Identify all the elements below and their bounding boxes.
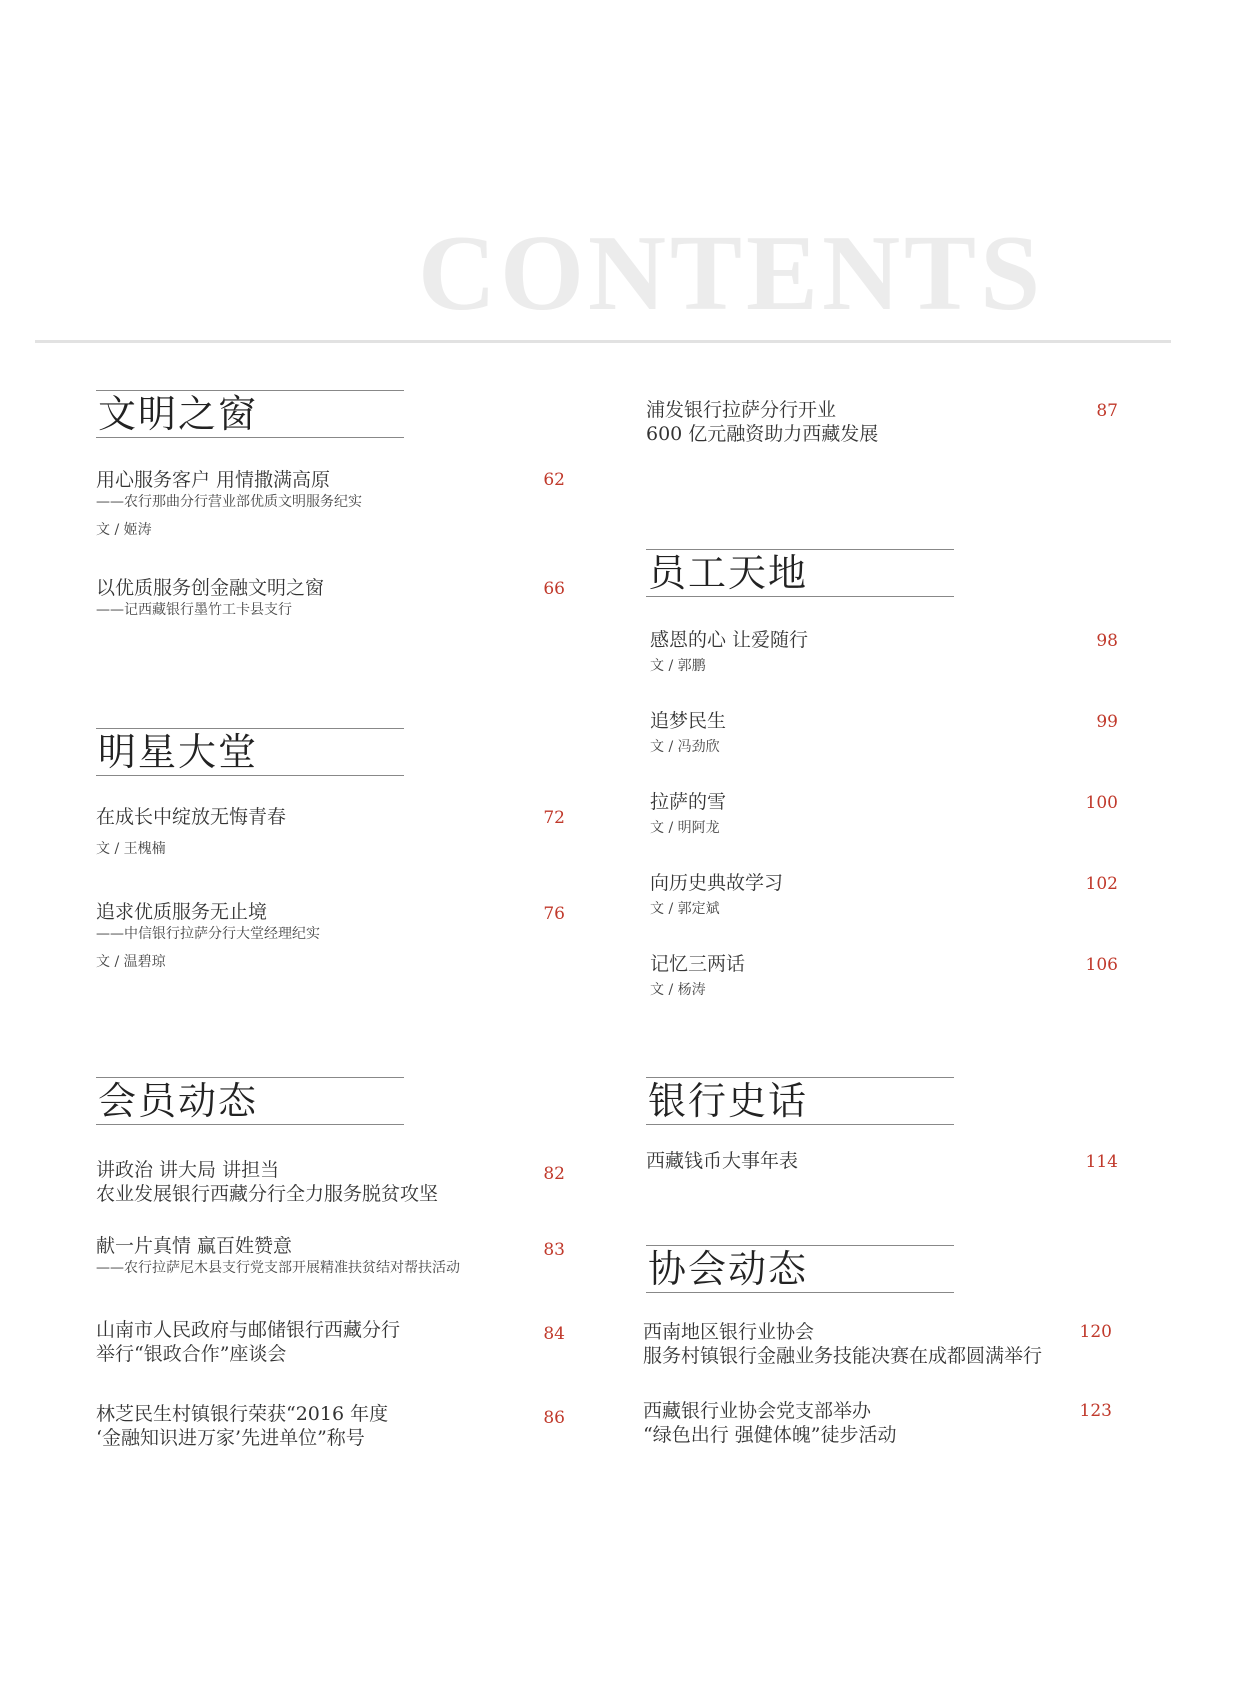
- entry-title: 西南地区银行业协会: [643, 1321, 815, 1343]
- entry-title-line2: 举行“银政合作”座谈会: [96, 1343, 287, 1365]
- toc-entry[interactable]: [650, 871, 783, 919]
- toc-entry[interactable]: [96, 468, 362, 540]
- page-number[interactable]: 100: [1085, 793, 1118, 813]
- entry-author: 文 / 郭鹏: [650, 658, 706, 674]
- entry-title-line2: 600 亿元融资助力西藏发展: [646, 423, 879, 445]
- page-number[interactable]: 99: [1096, 712, 1118, 732]
- section-title-wenming: 文明之窗: [96, 390, 404, 438]
- section-title-huiyuan: 会员动态: [96, 1077, 404, 1125]
- entry-subtitle: ——农行拉萨尼木县支行党支部开展精准扶贫结对帮扶活动: [96, 1260, 460, 1276]
- toc-entry[interactable]: [643, 1399, 896, 1447]
- toc-entry[interactable]: [96, 1158, 438, 1206]
- page-number[interactable]: 82: [543, 1164, 565, 1184]
- page-number[interactable]: 76: [543, 904, 565, 924]
- toc-entry[interactable]: [646, 398, 878, 446]
- toc-entry[interactable]: [96, 1234, 460, 1278]
- toc-entry[interactable]: [643, 1320, 1042, 1368]
- entry-author: 文 / 郭定斌: [650, 901, 720, 917]
- entry-title: 西藏银行业协会党支部举办: [643, 1400, 872, 1422]
- toc-entry[interactable]: [96, 805, 286, 859]
- section-title-mingxing: 明星大堂: [96, 728, 404, 776]
- page-number[interactable]: 123: [1079, 1401, 1112, 1421]
- entry-subtitle: ——农行那曲分行营业部优质文明服务纪实: [96, 494, 362, 510]
- page-number[interactable]: 114: [1085, 1152, 1118, 1172]
- page-number[interactable]: 86: [543, 1408, 565, 1428]
- entry-author: 文 / 王槐楠: [96, 841, 166, 857]
- toc-entry[interactable]: [646, 1149, 798, 1173]
- toc-entry[interactable]: [650, 709, 726, 757]
- page-number[interactable]: 66: [543, 579, 565, 599]
- page-number[interactable]: 87: [1096, 401, 1118, 421]
- toc-entry[interactable]: [650, 790, 726, 838]
- toc-entry[interactable]: [96, 1318, 400, 1366]
- entry-title-line2: ‘金融知识进万家’先进单位”称号: [96, 1427, 365, 1449]
- entry-title: 向历史典故学习: [650, 872, 784, 894]
- entry-author: 文 / 冯劲欣: [650, 739, 720, 755]
- header-divider: [35, 340, 1171, 343]
- entry-title: 感恩的心 让爱随行: [650, 629, 809, 651]
- page-number[interactable]: 98: [1096, 631, 1118, 651]
- page-number[interactable]: 72: [543, 808, 565, 828]
- entry-title: 记忆三两话: [650, 953, 746, 975]
- entry-author: 文 / 杨涛: [650, 982, 706, 998]
- entry-title: 追求优质服务无止境: [96, 901, 268, 923]
- entry-title-line2: “绿色出行 强健体魄”徒步活动: [643, 1424, 897, 1446]
- toc-entry[interactable]: [96, 1402, 388, 1450]
- toc-entry[interactable]: [650, 952, 745, 1000]
- entry-title: 林芝民生村镇银行荣获“2016 年度: [96, 1403, 389, 1425]
- contents-heading: CONTENTS: [418, 214, 1045, 333]
- entry-title: 讲政治 讲大局 讲担当: [96, 1159, 280, 1181]
- entry-title: 拉萨的雪: [650, 791, 727, 813]
- page-number[interactable]: 84: [543, 1324, 565, 1344]
- toc-entry[interactable]: [650, 628, 808, 676]
- page-number[interactable]: 120: [1079, 1322, 1112, 1342]
- toc-entry[interactable]: [96, 900, 320, 972]
- entry-subtitle: ——中信银行拉萨分行大堂经理纪实: [96, 926, 320, 942]
- entry-author: 文 / 明阿龙: [650, 820, 720, 836]
- entry-author: 文 / 温碧琼: [96, 954, 166, 970]
- entry-title: 西藏钱币大事年表: [646, 1150, 799, 1172]
- entry-title: 用心服务客户 用情撒满高原: [96, 469, 331, 491]
- toc-entry[interactable]: [96, 576, 324, 620]
- entry-title: 以优质服务创金融文明之窗: [96, 577, 325, 599]
- entry-title: 追梦民生: [650, 710, 727, 732]
- section-title-yuangong: 员工天地: [646, 549, 954, 597]
- entry-title-line2: 服务村镇银行金融业务技能决赛在成都圆满举行: [643, 1345, 1043, 1367]
- section-title-lishi: 银行史话: [646, 1077, 954, 1125]
- page-number[interactable]: 106: [1085, 955, 1118, 975]
- page-number[interactable]: 62: [543, 470, 565, 490]
- page-number[interactable]: 83: [543, 1240, 565, 1260]
- entry-title: 山南市人民政府与邮储银行西藏分行: [96, 1319, 401, 1341]
- entry-title-line2: 农业发展银行西藏分行全力服务脱贫攻坚: [96, 1183, 439, 1205]
- section-title-xiehui: 协会动态: [646, 1245, 954, 1293]
- entry-title: 浦发银行拉萨分行开业: [646, 399, 837, 421]
- entry-subtitle: ——记西藏银行墨竹工卡县支行: [96, 602, 292, 618]
- entry-title: 在成长中绽放无悔青春: [96, 806, 287, 828]
- page-number[interactable]: 102: [1085, 874, 1118, 894]
- entry-author: 文 / 姬涛: [96, 522, 152, 538]
- entry-title: 献一片真情 赢百姓赞意: [96, 1235, 293, 1257]
